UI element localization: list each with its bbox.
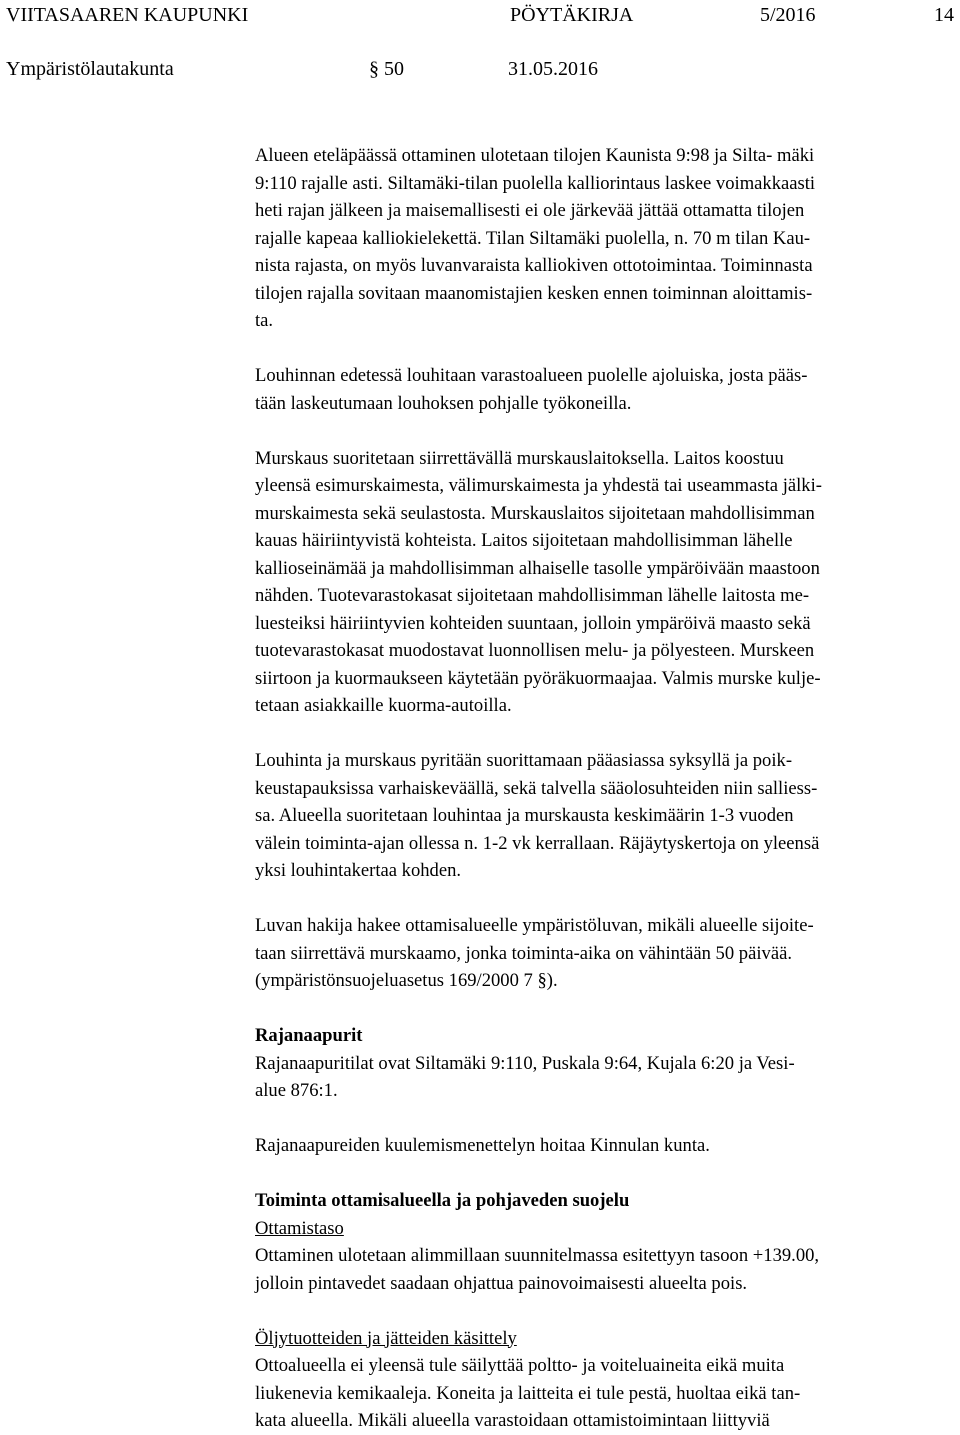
text-line: kata alueella. Mikäli alueella varastoidaan ottamistoimintaan liittyviä xyxy=(255,1410,770,1431)
text-line: kallioseinämää ja mahdollisimman alhaiselle tasolle ympäröivään maastoon xyxy=(255,557,820,579)
paragraph-gap xyxy=(255,417,955,445)
text-line: Alueen eteläpäässä ottaminen ulotetaan tilojen Kaunista 9:98 ja Silta- mäki xyxy=(255,145,815,166)
section-heading: Rajanaapurit xyxy=(255,1025,363,1046)
header-organization: VIITASAAREN KAUPUNKI xyxy=(6,4,249,26)
header-committee: Ympäristölautakunta xyxy=(6,58,174,80)
header-page-number: 14 xyxy=(934,4,954,26)
paragraph-gap xyxy=(255,1160,955,1188)
text-line: sa. Alueella suoritetaan louhintaa ja murskausta keskimäärin 1-3 vuoden xyxy=(255,805,794,826)
text-line: tetaan asiakkaille kuorma-autoilla. xyxy=(255,695,512,716)
text-line: murskaimesta sekä seulastosta. Murskauslaitos sijoitetaan mahdollisimman xyxy=(255,502,815,524)
paragraph xyxy=(255,445,955,720)
paragraph xyxy=(255,362,955,417)
text-line: välein toiminta-ajan ollessa n. 1-2 vk kerrallaan. Räjäytyskertoja on yleensä xyxy=(255,832,820,854)
paragraph-gap xyxy=(255,335,955,363)
text-line: nista rajasta, on myös luvanvaraista kalliokiven ottotoimintaa. Toiminnasta xyxy=(255,255,813,276)
paragraph xyxy=(255,1325,955,1435)
paragraph-gap xyxy=(255,1105,955,1133)
paragraph xyxy=(255,1187,955,1297)
text-line: Luvan hakija hakee ottamisalueelle ympäristöluvan, mikäli alueelle sijoite- xyxy=(255,915,814,936)
text-line: 9:110 rajalle asti. Siltamäki-tilan puolella kalliorintaus laskee voimakkaasti xyxy=(255,172,816,194)
text-line: jolloin pintavedet saadaan ohjattua painovoimaisesti alueelta pois. xyxy=(255,1272,748,1294)
text-line: liukenevia kemikaaleja. Koneita ja laitteita ei tule pestä, huoltaa eikä tan- xyxy=(255,1382,801,1404)
header-section: § 50 xyxy=(369,58,404,80)
subsection-heading-line xyxy=(255,1215,955,1243)
text-line: tään laskeutumaan louhoksen pohjalle työkoneilla. xyxy=(255,392,632,414)
text-line: (ympäristönsuojeluasetus 169/2000 7 §). xyxy=(255,970,558,991)
text-line: yleensä esimurskaimesta, välimurskaimesta ja yhdestä tai useammasta jälki- xyxy=(255,475,822,496)
paragraph xyxy=(255,142,955,335)
text-line: Rajanaapureiden kuulemismenettelyn hoitaa Kinnulan kunta. xyxy=(255,1135,710,1156)
text-line: rajalle kapeaa kalliokielekettä. Tilan Siltamäki puolella, n. 70 m tilan Kau- xyxy=(255,227,811,249)
section-heading: Toiminta ottamisalueella ja pohjaveden suojelu xyxy=(255,1190,630,1211)
paragraph-gap xyxy=(255,995,955,1023)
text-line: ta. xyxy=(255,310,274,331)
paragraph-gap xyxy=(255,720,955,748)
text-line: taan siirrettävä murskaamo, jonka toiminta-aika on vähintään 50 päivää. xyxy=(255,942,792,964)
text-line: yksi louhintakertaa kohden. xyxy=(255,860,462,881)
text-line: siirtoon ja kuormaukseen käytetään pyöräkuormaajaa. Valmis murske kulje- xyxy=(255,667,821,689)
text-line: keustapauksissa varhaiskeväällä, sekä talvella sääolosuhteiden niin salliess- xyxy=(255,777,818,799)
text-line: Rajanaapuritilat ovat Siltamäki 9:110, Puskala 9:64, Kujala 6:20 ja Vesi- xyxy=(255,1052,795,1074)
text-line: alue 876:1. xyxy=(255,1080,338,1101)
text-line: tuotevarastokasat muodostavat luonnollisen melu- ja pölyesteen. Murskeen xyxy=(255,640,815,661)
header-document-number: 5/2016 xyxy=(760,4,816,26)
paragraph xyxy=(255,912,955,995)
text-line: heti rajan jälkeen ja maisemallisesti ei ole järkevää jättää ottamatta tilojen xyxy=(255,200,805,221)
document-body xyxy=(255,142,955,1435)
header-date: 31.05.2016 xyxy=(508,58,598,80)
header-document-type: PÖYTÄKIRJA xyxy=(510,4,634,26)
paragraph-gap xyxy=(255,1297,955,1325)
text-line: tilojen rajalla sovitaan maanomistajien kesken ennen toiminnan aloittamis- xyxy=(255,282,813,304)
text-line: kauas häiriintyvistä kohteista. Laitos sijoitetaan mahdollisimman lähelle xyxy=(255,530,793,551)
text-line: Louhinnan edetessä louhitaan varastoalueen puolelle ajoluiska, josta pääs- xyxy=(255,365,808,386)
text-line: nähden. Tuotevarastokasat sijoitetaan mahdollisimman lähelle laitosta me- xyxy=(255,585,810,606)
subsection-heading: Öljytuotteiden ja jätteiden käsittely xyxy=(255,1327,517,1349)
text-line: Murskaus suoritetaan siirrettävällä murskauslaitoksella. Laitos koostuu xyxy=(255,447,784,469)
text-line: Louhinta ja murskaus pyritään suorittamaan pääasiassa syksyllä ja poik- xyxy=(255,750,793,771)
paragraph xyxy=(255,1132,955,1160)
text-line: luesteiksi häiriintyvien kohteiden suuntaan, jolloin ympäröivä maasto sekä xyxy=(255,612,811,634)
subsection-heading-line xyxy=(255,1325,955,1353)
text-line: Ottaminen ulotetaan alimmillaan suunnitelmassa esitettyyn tasoon +139.00, xyxy=(255,1245,820,1266)
subsection-heading: Ottamistaso xyxy=(255,1217,344,1239)
paragraph-gap xyxy=(255,885,955,913)
text-line: Ottoalueella ei yleensä tule säilyttää poltto- ja voiteluaineita eikä muita xyxy=(255,1355,785,1376)
paragraph xyxy=(255,1022,955,1105)
paragraph xyxy=(255,747,955,885)
